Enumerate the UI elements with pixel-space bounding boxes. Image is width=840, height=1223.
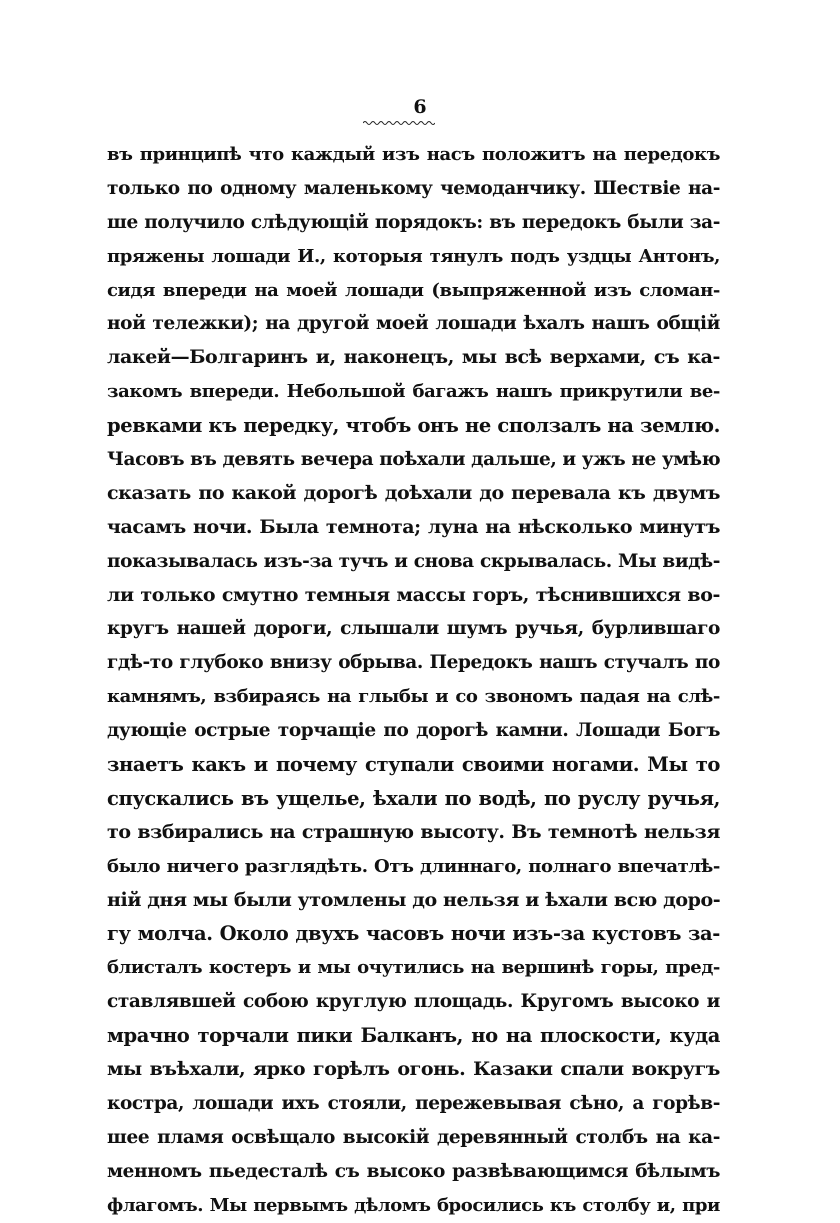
text-line: ше получило слѣдующій порядокъ: въ передокъ были за-: [107, 211, 720, 233]
text-line: пряжены лошади И., которыя тянулъ подъ уздцы Антонъ,: [107, 245, 720, 267]
text-line: менномъ пьедесталѣ съ высоко развѣвающимся бѣлымъ: [107, 1160, 720, 1182]
text-line: кругъ нашей дороги, слышали шумъ ручья, бурлившаго: [107, 618, 720, 640]
text-line: спускались въ ущелье, ѣхали по водѣ, по руслу ручья,: [107, 786, 720, 810]
text-line: часамъ ночи. Была темнота; луна на нѣсколько минутъ: [107, 515, 720, 538]
text-line: Часовъ въ девять вечера поѣхали дальше, и ужъ не умѣю: [107, 449, 721, 471]
text-line: гу молча. Около двухъ часовъ ночи изъ-за кустовъ за-: [107, 922, 720, 946]
text-line: шее пламя освѣщало высокій деревянный столбъ на ка-: [107, 1126, 720, 1148]
text-line: сидя впереди на моей лошади (выпряженной изъ сломан-: [107, 279, 720, 301]
text-line: лакей—Болгаринъ и, наконецъ, мы всѣ верхами, съ ка-: [107, 346, 720, 369]
text-line: только по одному маленькому чемоданчику. Шествіе на-: [107, 177, 720, 199]
body-text: [107, 138, 720, 1223]
page-number-wavy-rule: [363, 120, 435, 126]
text-line: ной тележки); на другой моей лошади ѣхалъ нашъ общій: [107, 313, 720, 335]
text-line: костра, лошади ихъ стояли, пережевывая сѣно, а горѣв-: [107, 1092, 720, 1114]
text-line: ревками къ передку, чтобъ онъ не сползалъ на землю.: [107, 414, 720, 438]
text-line: ставлявшей собою круглую площадь. Кругомъ высоко и: [107, 991, 720, 1013]
text-line: мы въѣхали, ярко горѣлъ огонь. Казаки спали вокругъ: [107, 1058, 720, 1081]
text-line: камнямъ, взбираясь на глыбы и со звономъ падая на слѣ-: [107, 686, 720, 708]
text-line: ли только смутно темныя массы горъ, тѣснившихся во-: [107, 583, 720, 606]
text-line: показывалась изъ-за тучъ и снова скрывалась. Мы видѣ-: [107, 550, 720, 572]
text-line: флагомъ. Мы первымъ дѣломъ бросились къ столбу и, при: [107, 1194, 720, 1216]
text-line: мрачно торчали пики Балканъ, но на плоскости, куда: [107, 1024, 720, 1048]
text-line: блисталъ костеръ и мы очутились на вершинѣ горы, пред-: [107, 957, 720, 979]
text-line: закомъ впереди. Небольшой багажъ нашъ прикрутили ве-: [107, 381, 720, 403]
text-line: гдѣ-то глубоко внизу обрыва. Передокъ нашъ стучалъ по: [107, 652, 720, 674]
text-line: дующіе острые торчащіе по дорогѣ камни. Лошади Богъ: [107, 720, 720, 742]
text-line: было ничего разглядѣть. Отъ длиннаго, полнаго впечатлѣ-: [107, 855, 720, 877]
text-line: ній дня мы были утомлены до нельзя и ѣхали всю доро-: [107, 888, 721, 911]
text-line: знаетъ какъ и почему ступали своими ногами. Мы то: [107, 753, 720, 777]
text-line: въ принципѣ что каждый изъ насъ положитъ на передокъ: [107, 144, 720, 165]
text-line: то взбирались на страшную высоту. Въ темнотѣ нельзя: [107, 820, 720, 843]
text-line: сказать по какой дорогѣ доѣхали до перевала къ двумъ: [107, 481, 720, 504]
page-number: 6: [413, 96, 427, 118]
